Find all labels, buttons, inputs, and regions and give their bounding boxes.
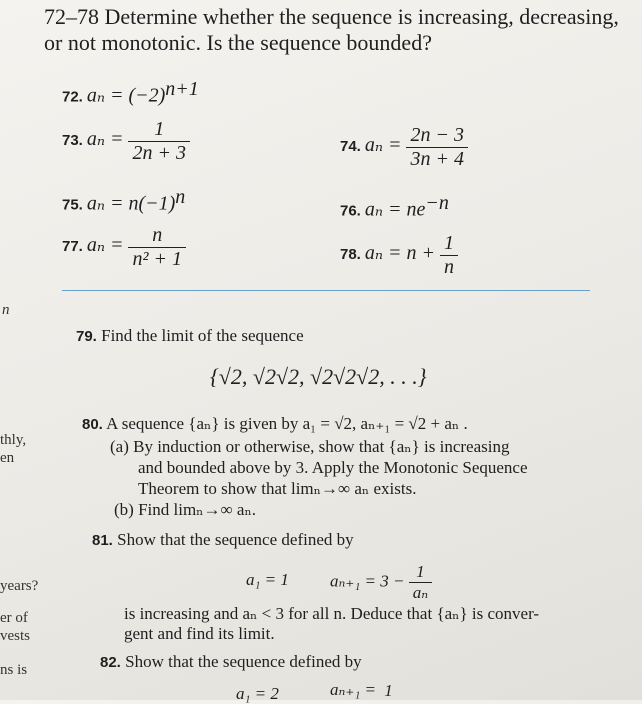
exponent: n+1 — [165, 78, 199, 100]
problem-81-line2: is increasing and aₙ < 3 for all n. Deduce that {aₙ} is conver- — [124, 604, 540, 623]
problem-76 — [340, 192, 449, 221]
equation-lhs: aₙ = — [364, 134, 407, 157]
problem-80-line3: and bounded above by 3. Apply the Monotonic Sequence — [138, 458, 528, 477]
problem-80-line5: (b) Find limₙ→∞ aₙ. — [114, 500, 257, 519]
problem-text: Show that the sequence defined by — [117, 530, 354, 549]
section-heading-line1: 72–78 Determine whether the sequence is increasing, decreasing, — [44, 4, 619, 29]
problem-number: 75. — [62, 196, 83, 214]
margin-fragment: er of — [0, 610, 28, 626]
equation-lhs: aₙ = n(−1) — [86, 192, 176, 215]
recurrence — [330, 680, 397, 701]
problem-77 — [62, 224, 186, 271]
problem-80-line1 — [82, 414, 468, 435]
problem-number: 76. — [340, 202, 361, 220]
denominator: 3n + 4 — [406, 147, 468, 171]
numerator: 1 — [443, 232, 454, 254]
numerator: 2n − 3 — [410, 124, 464, 146]
equation-lhs: aₙ = n + — [364, 242, 440, 265]
section-divider — [62, 290, 590, 291]
problem-number: 81. — [92, 532, 113, 549]
margin-fragment: years? — [0, 578, 39, 594]
problem-79 — [76, 326, 304, 347]
equation-rhs: (−2) — [128, 84, 166, 107]
recurrence — [330, 562, 432, 603]
problem-82 — [100, 652, 362, 673]
problem-text: Show that the sequence defined by — [125, 652, 362, 671]
margin-fragment: thly, — [0, 432, 27, 448]
fraction — [406, 124, 468, 171]
fraction — [128, 224, 186, 271]
equation-lhs: aₙ = — [86, 84, 129, 107]
section-heading-line2: or not monotonic. Is the sequence bounded? — [44, 30, 432, 55]
problem-number: 82. — [100, 654, 121, 671]
margin-fragment: en — [0, 450, 15, 466]
numerator: 1 — [384, 681, 393, 701]
recurrence-lhs: aₙ₊₁ = — [330, 680, 381, 699]
problem-74 — [340, 124, 468, 171]
margin-fragment: ns is — [0, 662, 28, 678]
initial-term: a₁ = 1 — [246, 570, 289, 589]
problem-number: 74. — [340, 138, 361, 156]
problem-78 — [340, 232, 458, 279]
problem-80-line4: Theorem to show that limₙ→∞ aₙ exists. — [138, 479, 417, 498]
numerator: 1 — [416, 562, 425, 581]
numerator: 1 — [154, 118, 165, 140]
denominator: aₙ — [409, 582, 432, 603]
problem-80-line2: (a) By induction or otherwise, show that {aₙ} is increasing — [110, 437, 510, 456]
denominator: n — [440, 255, 458, 279]
exponent: −n — [425, 192, 449, 214]
problem-number: 77. — [62, 238, 83, 256]
fraction — [128, 118, 190, 165]
numerator: n — [152, 224, 163, 246]
initial-term: a₁ = 2 — [236, 684, 279, 703]
problem-81 — [92, 530, 354, 551]
equation-lhs: aₙ = — [86, 234, 129, 257]
margin-fragment: n — [2, 302, 10, 318]
denominator: 2n + 3 — [128, 141, 190, 165]
problem-number: 73. — [62, 132, 83, 150]
exponent: n — [175, 186, 186, 208]
problem-81-line3: gent and find its limit. — [124, 624, 275, 643]
problem-text: Find the limit of the sequence — [101, 326, 304, 345]
equation-lhs: aₙ = — [86, 128, 129, 151]
denominator: n² + 1 — [128, 247, 186, 271]
problem-text: A sequence {aₙ} is given by a₁ = √2, aₙ₊₁ = √2 + aₙ . — [106, 414, 468, 433]
problem-number: 78. — [340, 246, 361, 264]
fraction — [440, 232, 458, 279]
problem-number: 79. — [76, 328, 97, 345]
problem-number: 72. — [62, 88, 83, 106]
problem-number: 80. — [82, 416, 103, 433]
equation-lhs: aₙ = ne — [364, 198, 426, 221]
problem-73 — [62, 118, 190, 165]
fraction — [380, 681, 397, 701]
problem-72 — [62, 78, 199, 107]
fraction — [409, 562, 432, 603]
sequence-expression: {√2, √2√2, √2√2√2, . . .} — [210, 364, 427, 389]
margin-fragment: vests — [0, 628, 30, 644]
problem-75 — [62, 186, 185, 215]
recurrence-lhs: aₙ₊₁ = 3 − — [330, 571, 409, 591]
